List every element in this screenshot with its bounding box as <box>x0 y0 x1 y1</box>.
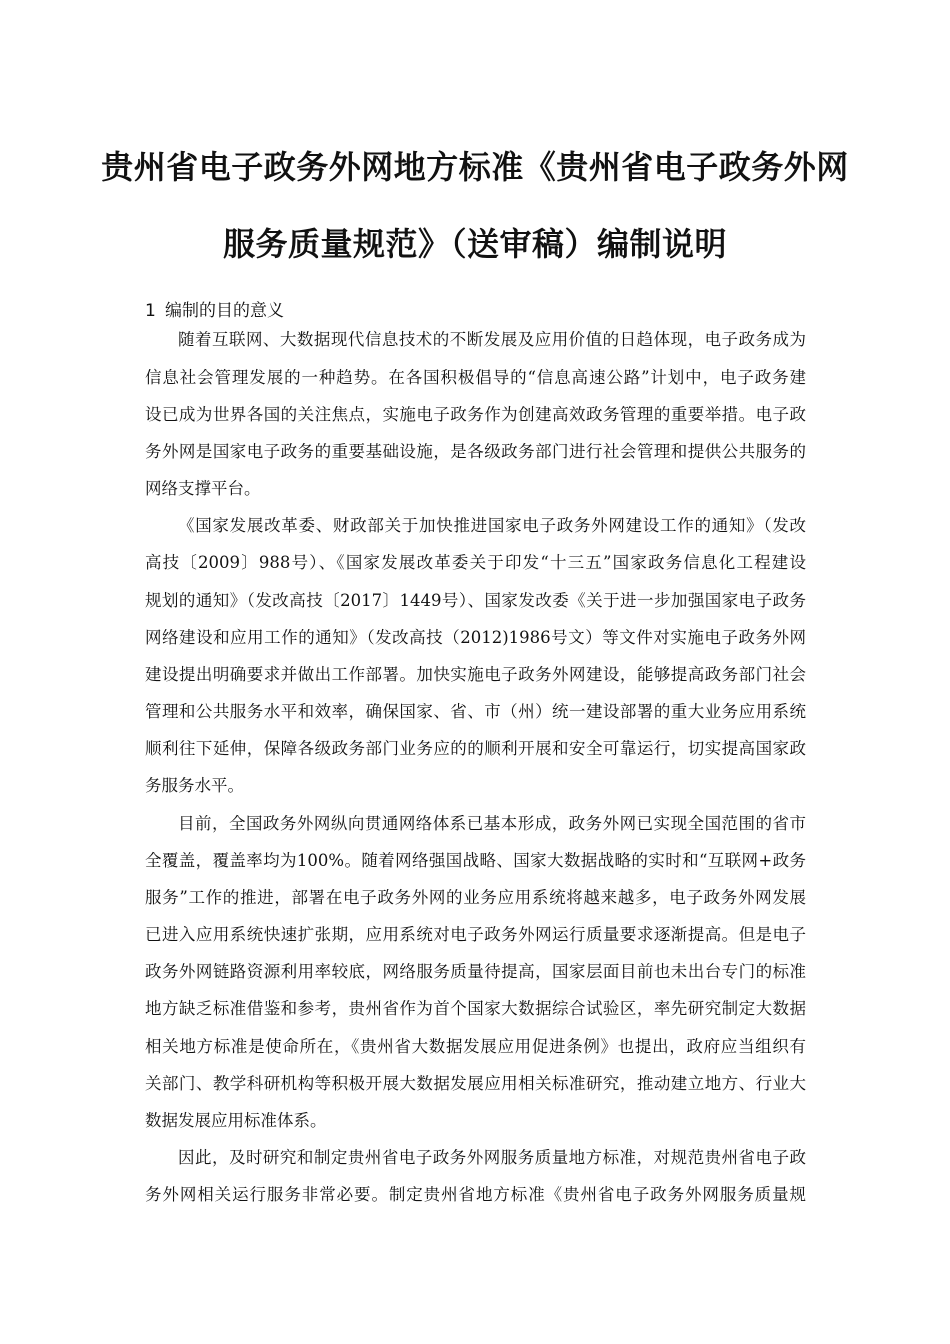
section-number: 1 <box>145 301 156 321</box>
paragraph-1-line: 信息社会管理发展的一种趋势。在各国积极倡导的“信息高速公路”计划中，电子政务建 <box>145 368 806 387</box>
paragraph-3-line: 已进入应用系统快速扩张期，应用系统对电子政务外网运行质量要求逐渐提高。但是电子 <box>145 925 806 944</box>
paragraph-3-line: 数据发展应用标准体系。 <box>145 1111 327 1130</box>
paragraph-4-line: 因此，及时研究和制定贵州省电子政务外网服务质量地方标准，对规范贵州省电子政 <box>178 1148 806 1167</box>
paragraph-2-line: 规划的通知》（发改高技〔2017〕1449号）、国家发改委《关于进一步加强国家电子政务 <box>145 591 806 610</box>
paragraph-2-line: 管理和公共服务水平和效率，确保国家、省、市（州）统一建设部署的重大业务应用系统 <box>145 702 806 721</box>
paragraph-2-line: 顺利往下延伸，保障各级政务部门业务应的的顺利开展和安全可靠运行，切实提高国家政 <box>145 739 806 758</box>
paragraph-4-line: 务外网相关运行服务非常必要。制定贵州省地方标准《贵州省电子政务外网服务质量规 <box>145 1185 806 1204</box>
paragraph-3-line: 地方缺乏标准借鉴和参考，贵州省作为首个国家大数据综合试验区，率先研究制定大数据 <box>145 999 806 1018</box>
paragraph-2-line: 《国家发展改革委、财政部关于加快推进国家电子政务外网建设工作的通知》（发改 <box>178 516 806 535</box>
paragraph-1-line: 设已成为世界各国的关注焦点，实施电子政务作为创建高效政务管理的重要举措。电子政 <box>145 405 806 424</box>
paragraph-3-line: 关部门、教学科研机构等积极开展大数据发展应用相关标准研究，推动建立地方、行业大 <box>145 1074 806 1093</box>
section-title: 编制的目的意义 <box>165 301 284 321</box>
paragraph-2-line: 网络建设和应用工作的通知》（发改高技（2012)1986号文）等文件对实施电子政务外网 <box>145 628 806 647</box>
paragraph-2-line: 建设提出明确要求并做出工作部署。加快实施电子政务外网建设，能够提高政务部门社会 <box>145 665 806 684</box>
paragraph-2-line: 务服务水平。 <box>145 776 244 795</box>
paragraph-2-line: 高技〔2009〕988号）、《国家发展改革委关于印发“十三五”国家政务信息化工程建设 <box>145 553 806 572</box>
paragraph-1-line: 务外网是国家电子政务的重要基础设施，是各级政务部门进行社会管理和提供公共服务的 <box>145 442 806 461</box>
paragraph-3-line: 政务外网链路资源利用率较底，网络服务质量待提高，国家层面目前也未出台专门的标准 <box>145 962 806 981</box>
paragraph-3-line: 全覆盖，覆盖率均为100%。随着网络强国战略、国家大数据战略的实时和“互联网+政务 <box>145 851 806 870</box>
paragraph-1-line: 随着互联网、大数据现代信息技术的不断发展及应用价值的日趋体现，电子政务成为 <box>178 330 806 349</box>
section-heading <box>145 296 284 321</box>
document-title-line-1: 贵州省电子政务外网地方标准《贵州省电子政务外网 <box>101 148 849 186</box>
paragraph-3-line: 服务”工作的推进，部署在电子政务外网的业务应用系统将越来越多，电子政务外网发展 <box>145 888 806 907</box>
paragraph-3-line: 相关地方标准是使命所在，《贵州省大数据发展应用促进条例》也提出，政府应当组织有 <box>145 1037 806 1056</box>
document-title-line-2: 服务质量规范》（送审稿）编制说明 <box>222 225 727 263</box>
paragraph-3-line: 目前，全国政务外网纵向贯通网络体系已基本形成，政务外网已实现全国范围的省市 <box>178 814 806 833</box>
paragraph-1-line: 网络支撑平台。 <box>145 479 261 498</box>
